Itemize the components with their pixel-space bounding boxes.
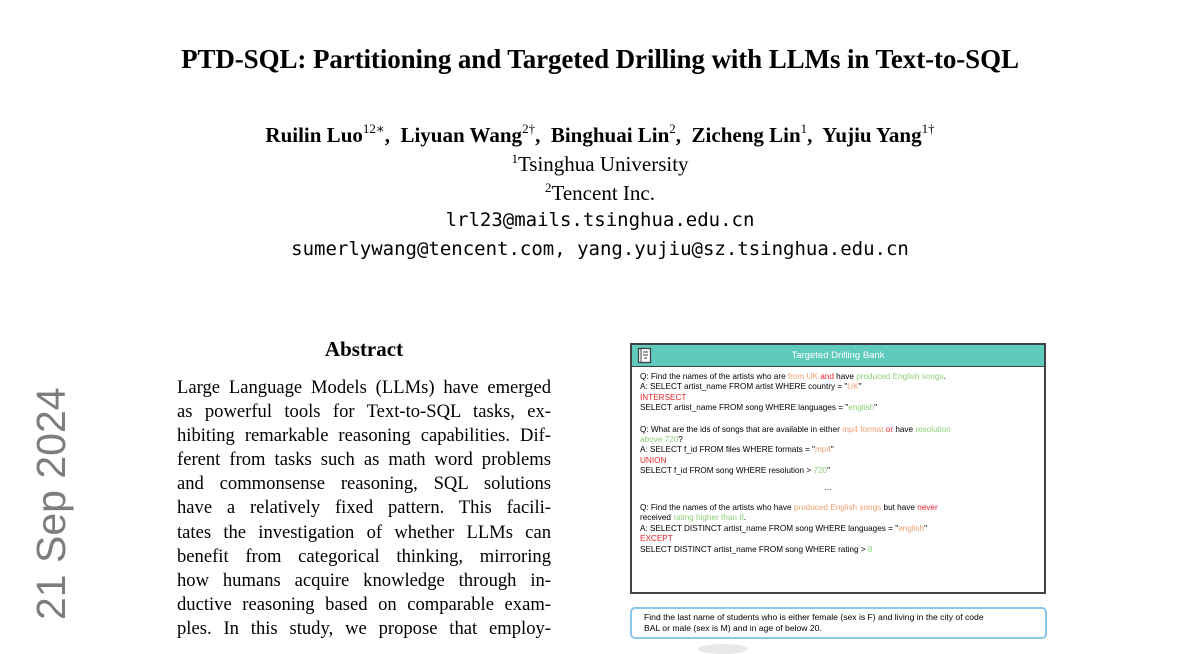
- abstract-line: as powerful tools for Text-to-SQL tasks, ex-: [177, 401, 551, 423]
- figure-header-label: Targeted Drilling Bank: [791, 350, 885, 361]
- arxiv-date-stamp: 21 Sep 2024: [28, 387, 74, 620]
- ellipsis: ...: [824, 482, 832, 492]
- example-1-answer-2: SELECT artist_name FROM song WHERE languages = "english": [640, 403, 878, 413]
- query-line: BAL or male (sex is M) and in age of below 20.: [644, 622, 822, 633]
- abstract-line: how humans acquire knowledge through in-: [177, 569, 551, 591]
- author-name: Yujiu Yang: [822, 123, 922, 147]
- author-name: Binghuai Lin: [550, 123, 670, 147]
- author-name: Ruilin Luo: [265, 123, 363, 147]
- example-2-answer-2: SELECT f_id FROM song WHERE resolution > 720": [640, 466, 831, 476]
- email-line-2: sumerlywang@tencent.com, yang.yujiu@sz.tsinghua.edu.cn: [291, 238, 909, 260]
- author-affil-mark: 1: [800, 121, 808, 136]
- abstract-body: [177, 376, 551, 641]
- paper-title: PTD-SQL: Partitioning and Targeted Drilling with LLMs in Text-to-SQL: [181, 44, 1019, 74]
- abstract-line: hibiting remarkable reasoning capabilities. Dif-: [177, 425, 551, 447]
- affiliation-1: [0, 151, 1200, 177]
- example-3-answer-1: A: SELECT DISTINCT artist_name FROM song WHERE languages = "english": [640, 523, 927, 533]
- example-2-answer-1: A: SELECT f_id FROM files WHERE formats = "mp4": [640, 445, 834, 455]
- example-3-keyword: EXCEPT: [640, 534, 673, 544]
- abstract-line: ples. In this study, we propose that employ-: [177, 617, 551, 639]
- affil-name: Tencent Inc.: [551, 181, 655, 205]
- author-affil-mark: 2†: [522, 121, 536, 136]
- affil-name: Tsinghua University: [517, 152, 689, 176]
- figure-header: [632, 345, 1044, 367]
- abstract-line: Large Language Models (LLMs) have emerged: [177, 377, 551, 398]
- partial-figure-element: [698, 644, 748, 654]
- affil-mark: 2: [545, 180, 552, 195]
- example-2-question: Q: What are the ids of songs that are available in either mp4 format or have resolution: [640, 424, 951, 434]
- abstract-line: ductive reasoning based on comparable exam-: [177, 593, 551, 615]
- affiliation-2: [0, 180, 1200, 206]
- author-affil-mark: 1†: [921, 121, 935, 136]
- example-2-keyword: UNION: [640, 455, 667, 465]
- author-name: Liyuan Wang: [400, 123, 523, 147]
- abstract-line: benefit from categorical thinking, mirroring: [177, 545, 551, 567]
- author-name: Zicheng Lin: [691, 123, 801, 147]
- example-1-answer-1: A: SELECT artist_name FROM artist WHERE country = "UK": [640, 382, 862, 392]
- abstract-heading: Abstract: [324, 337, 404, 361]
- example-2-question-cont: above 720?: [640, 435, 683, 445]
- example-1-keyword: INTERSECT: [640, 392, 687, 402]
- email-line-1: lrl23@mails.tsinghua.edu.cn: [445, 209, 755, 231]
- affil-mark: 1: [511, 151, 518, 166]
- abstract-line: and commonsense reasoning, SQL solutions: [177, 473, 551, 495]
- example-3-question-cont: received rating higher than 8.: [640, 513, 747, 523]
- example-3-answer-2: SELECT DISTINCT artist_name FROM song WHERE rating > 8: [640, 544, 873, 554]
- targeted-drilling-bank-figure: [630, 343, 1046, 594]
- query-line: Find the last name of students who is either female (sex is F) and living in the city of code: [644, 612, 984, 622]
- author-affil-mark: 2: [669, 121, 676, 136]
- abstract-line: ferent from tasks such as math word problems: [177, 449, 551, 471]
- abstract-line: tates the investigation of whether LLMs can: [177, 521, 551, 543]
- figure-body: [640, 372, 1040, 555]
- example-1-question: Q: Find the names of the artists who are from UK and have produced English songs.: [640, 372, 946, 381]
- abstract-line: have a relatively fixed pattern. This facili-: [177, 497, 551, 519]
- query-box: [630, 607, 1047, 639]
- author-affil-mark: 12∗: [362, 121, 385, 136]
- author-list: Ruilin Luo$^{12∗}$, Liyuan Wang$^{2\dagger}$, Binghuai Lin$^2$, Zicheng Lin$^1$, Yujiu Yang$^{1\dagger}$: [265, 121, 935, 147]
- example-3-question: Q: Find the names of the artists who have produced English songs but have never: [640, 503, 938, 513]
